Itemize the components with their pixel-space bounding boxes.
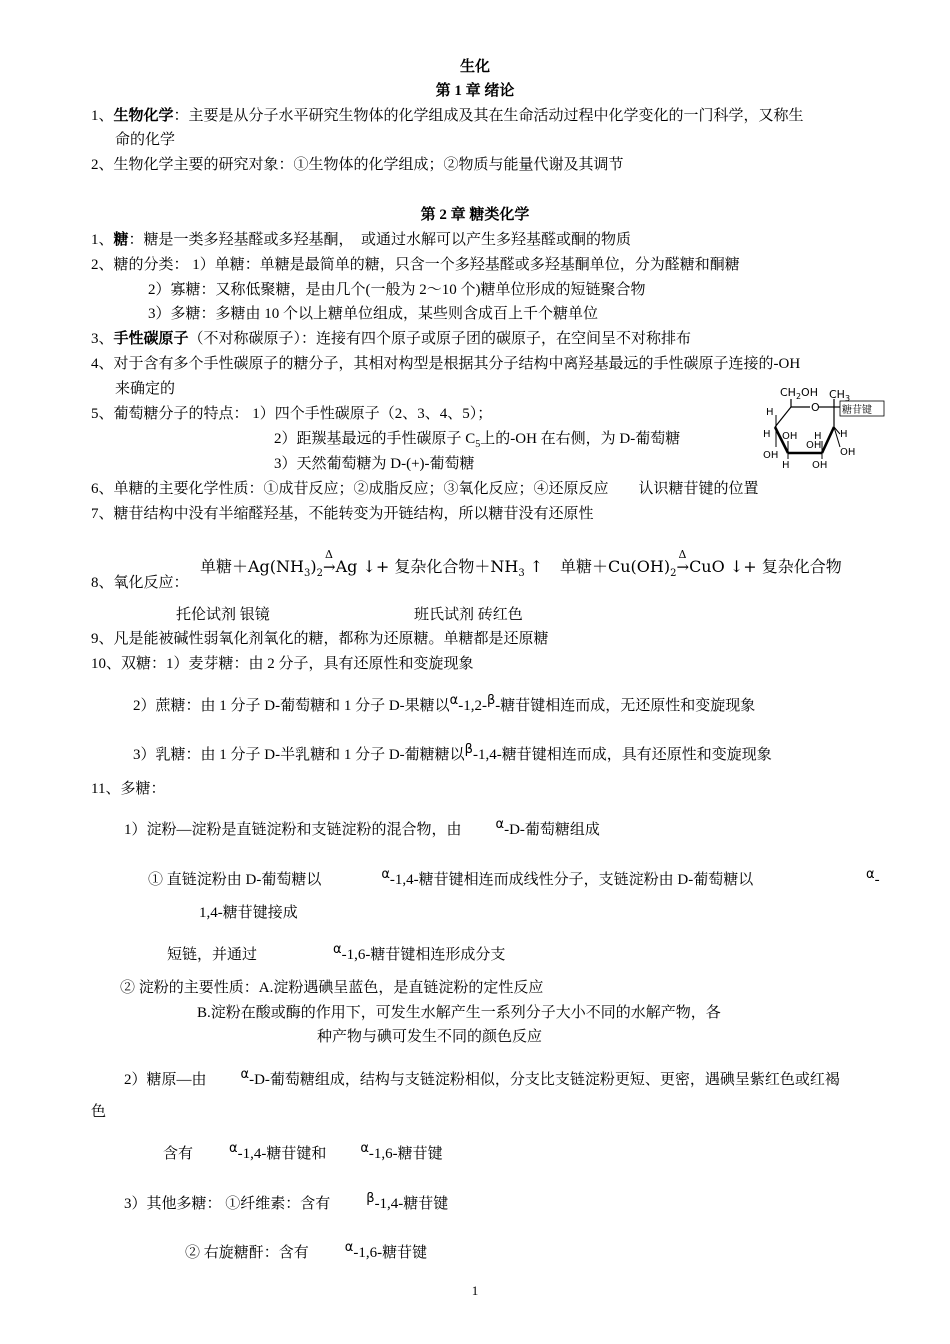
ch2-item-10: 10、双糖：1）麦芽糖：由 2 分子，具有还原性和变旋现象	[91, 656, 474, 672]
ch1-item-1	[91, 107, 804, 125]
ch2-item-10c	[133, 742, 772, 765]
glycogen-line-cont: 色	[91, 1104, 107, 1120]
text: -1,6-糖苷键相连形成分支	[341, 947, 506, 963]
text: -1,4-糖苷键相连而成，具有还原性和变旋现象	[472, 747, 772, 763]
text: 单糖＋Ag(NH	[200, 557, 304, 576]
text: ② 右旋糖酐：含有	[185, 1245, 309, 1261]
starch-properties-b-cont: 种产物与碘可发生不同的颜色反应	[317, 1029, 543, 1045]
h-label: H	[763, 429, 771, 440]
text: ① 直链淀粉由 D-葡萄糖以	[148, 872, 322, 888]
ch2-item-1	[91, 231, 631, 249]
text: 上的-OH 在右侧，为 D-葡萄糖	[480, 431, 681, 447]
text: 单糖＋Cu(OH)	[560, 557, 671, 576]
alpha-symbol: α	[449, 693, 459, 708]
benedict-note: 班氏试剂 砖红色	[414, 607, 523, 623]
ch2-item-9: 9、凡是能被碱性弱氧化剂氧化的糖，都称为还原糖。单糖都是还原糖	[91, 631, 549, 647]
ch2-item-2b: 2）寡糖：又称低聚糖，是由几个(一般为 2～10 个)糖单位形成的短链聚合物	[148, 282, 646, 298]
ch2-item-10b	[133, 693, 756, 716]
oh-label: OH	[763, 450, 779, 461]
oxidation-equation-benedict	[560, 548, 842, 583]
starch-properties-b: B.淀粉在酸或酶的作用下，可发生水解产生一系列分子大小不同的水解产物，各	[197, 1005, 721, 1021]
ch2-item-2: 2、糖的分类： 1）单糖：单糖是最简单的糖，只含一个多羟基醛或多羟基酮单位，分为醛糖和酮糖	[91, 257, 740, 273]
ch1-item-2: 2、生物化学主要的研究对象：①生物体的化学组成；②物质与能量代谢及其调节	[91, 157, 624, 173]
definition: ：主要是从分子水平研究生物体的化学组成及其在生命活动过程中化学变化的一门科学，又称生	[173, 108, 804, 124]
ch2-item-2c: 3）多糖：多糖由 10 个以上糖单位组成，某些则含成百上千个糖单位	[148, 306, 599, 322]
glucose-structure-figure	[758, 383, 890, 475]
alpha-symbol: α	[240, 1067, 250, 1082]
text: 短链，并通过	[167, 947, 258, 963]
oh-label: OH	[806, 440, 822, 451]
subscript: 2	[670, 568, 677, 580]
glycosidic-bond-label: 糖苷键	[842, 405, 872, 416]
oh-label: OH	[812, 460, 828, 471]
ch2-item-4: 4、对于含有多个手性碳原子的糖分子，其相对构型是根据其分子结构中离羟基最远的手性碳原子连接的-OH	[91, 356, 801, 372]
ch2oh-label: $CH_2OH$	[780, 386, 818, 401]
oxidation-equation-tollens	[200, 548, 544, 583]
text: 3）乳糖：由 1 分子 D-半乳糖和 1 分子 D-葡糖糖以	[133, 747, 465, 763]
subscript: 3	[304, 568, 311, 580]
subscript: 2	[316, 568, 323, 580]
ch2-item-3	[91, 330, 691, 348]
heat-arrow	[676, 548, 690, 576]
alpha-symbol: α	[360, 1141, 369, 1156]
ch2-item-5: 5、葡萄糖分子的特点： 1）四个手性碳原子（2、3、4、5）；	[91, 406, 493, 422]
item-number: 3、	[91, 331, 114, 347]
term: 糖	[113, 232, 129, 248]
text: -1,4-糖苷键	[374, 1196, 449, 1212]
bond-bold	[822, 427, 834, 453]
arrow: →	[676, 558, 690, 576]
starch-line	[124, 817, 600, 840]
text: -1,4-糖苷键和	[237, 1146, 327, 1162]
chapter-1-heading: 第 1 章 绪论	[435, 83, 515, 99]
heat-arrow	[323, 548, 336, 576]
ch2-item-8: 8、氧化反应：	[91, 575, 189, 591]
alpha-symbol: α	[229, 1141, 238, 1156]
branch-line	[167, 942, 506, 965]
chapter-2-heading: 第 2 章 糖类化学	[420, 207, 530, 223]
delta: Δ	[678, 548, 687, 561]
alpha-symbol: α	[866, 867, 875, 882]
ring-oxygen: O	[811, 401, 820, 414]
amylose-line	[148, 867, 754, 890]
term: 生物化学	[113, 108, 174, 124]
text: -1,4-糖苷键相连而成线性分子，支链淀粉由 D-葡萄糖以	[389, 872, 754, 888]
text: 1）淀粉—淀粉是直链淀粉和支链淀粉的混合物，由	[124, 822, 462, 838]
dextran-line	[185, 1240, 428, 1263]
tollens-note: 托伦试剂 银镜	[176, 607, 270, 623]
text: )	[310, 557, 317, 576]
ch3-label: $CH_3$	[829, 388, 851, 403]
oh-label: OH	[840, 447, 856, 458]
alpha-symbol: α	[381, 867, 390, 882]
amylose-line-cont: 1,4-糖苷键接成	[199, 905, 298, 921]
subscript: 5	[475, 439, 481, 450]
text: -糖苷键相连而成，无还原性和变旋现象	[495, 698, 756, 714]
text: CuO ↓+ 复杂化合物	[689, 557, 842, 576]
oh-label: OH	[782, 431, 798, 442]
ch2-item-5b	[274, 430, 680, 454]
h-label: H	[814, 431, 822, 442]
ch2-item-7: 7、糖苷结构中没有半缩醛羟基，不能转变为开链结构，所以糖苷没有还原性	[91, 506, 594, 522]
glycogen-bonds-line	[163, 1141, 443, 1164]
beta-symbol: β	[366, 1191, 375, 1206]
arrow: →	[323, 558, 336, 576]
ch2-item-5c: 3）天然葡萄糖为 D-(+)-葡萄糖	[274, 456, 475, 472]
bond	[775, 407, 791, 427]
term: 手性碳原子	[113, 331, 189, 347]
definition: （不对称碳原子）：连接有四个原子或原子团的碳原子，在空间呈不对称排布	[188, 331, 692, 347]
subscript: 3	[518, 568, 525, 580]
alpha-symbol: α	[333, 942, 342, 957]
ch2-item-4b: 来确定的	[115, 381, 176, 397]
text: 2）糖原—由	[124, 1072, 207, 1088]
text: -1,2-	[458, 698, 487, 714]
ch1-item-1-cont: 命的化学	[115, 132, 176, 148]
ch2-item-11: 11、多糖：	[91, 781, 166, 797]
text: -D-葡萄糖组成，结构与支链淀粉相似，分支比支链淀粉更短、更密，遇碘呈紫红色或红褐	[249, 1072, 840, 1088]
beta-symbol: β	[487, 693, 496, 708]
starch-properties-a: ② 淀粉的主要性质：A.淀粉遇碘呈蓝色，是直链淀粉的定性反应	[120, 980, 544, 996]
page-number: 1	[471, 1283, 479, 1298]
h-label: H	[840, 429, 848, 440]
text: -1,6-糖苷键	[353, 1245, 428, 1261]
alpha-symbol: α	[495, 817, 505, 832]
delta: Δ	[325, 548, 333, 561]
text: -1,6-糖苷键	[368, 1146, 443, 1162]
alpha-symbol: α	[344, 1240, 354, 1255]
item-number: 1、	[91, 108, 114, 124]
h-label: H	[782, 460, 790, 471]
h-label: H	[766, 407, 774, 418]
amylopectin-alpha	[866, 867, 880, 890]
text: -	[874, 872, 880, 888]
text: -D-葡萄糖组成	[504, 822, 600, 838]
cellulose-line	[124, 1191, 449, 1214]
definition: ：糖是一类多羟基醛或多羟基酮， 或通过水解可以产生多羟基醛或酮的物质	[128, 232, 632, 248]
page-title: 生化	[459, 59, 490, 75]
beta-symbol: β	[464, 742, 473, 757]
text: Ag ↓+ 复杂化合物＋NH	[335, 557, 519, 576]
glycogen-line	[124, 1067, 840, 1090]
text: 2）蔗糖：由 1 分子 D-葡萄糖和 1 分子 D-果糖以	[133, 698, 450, 714]
ch2-item-6: 6、单糖的主要化学性质：①成苷反应；②成脂反应；③氧化反应；④还原反应 认识糖苷键的位置	[91, 481, 759, 497]
item-number: 1、	[91, 232, 114, 248]
text: 含有	[163, 1146, 194, 1162]
text: 2）距羰基最远的手性碳原子 C	[274, 431, 476, 447]
text: ↑	[524, 557, 544, 576]
text: 3）其他多糖： ①纤维素：含有	[124, 1196, 331, 1212]
